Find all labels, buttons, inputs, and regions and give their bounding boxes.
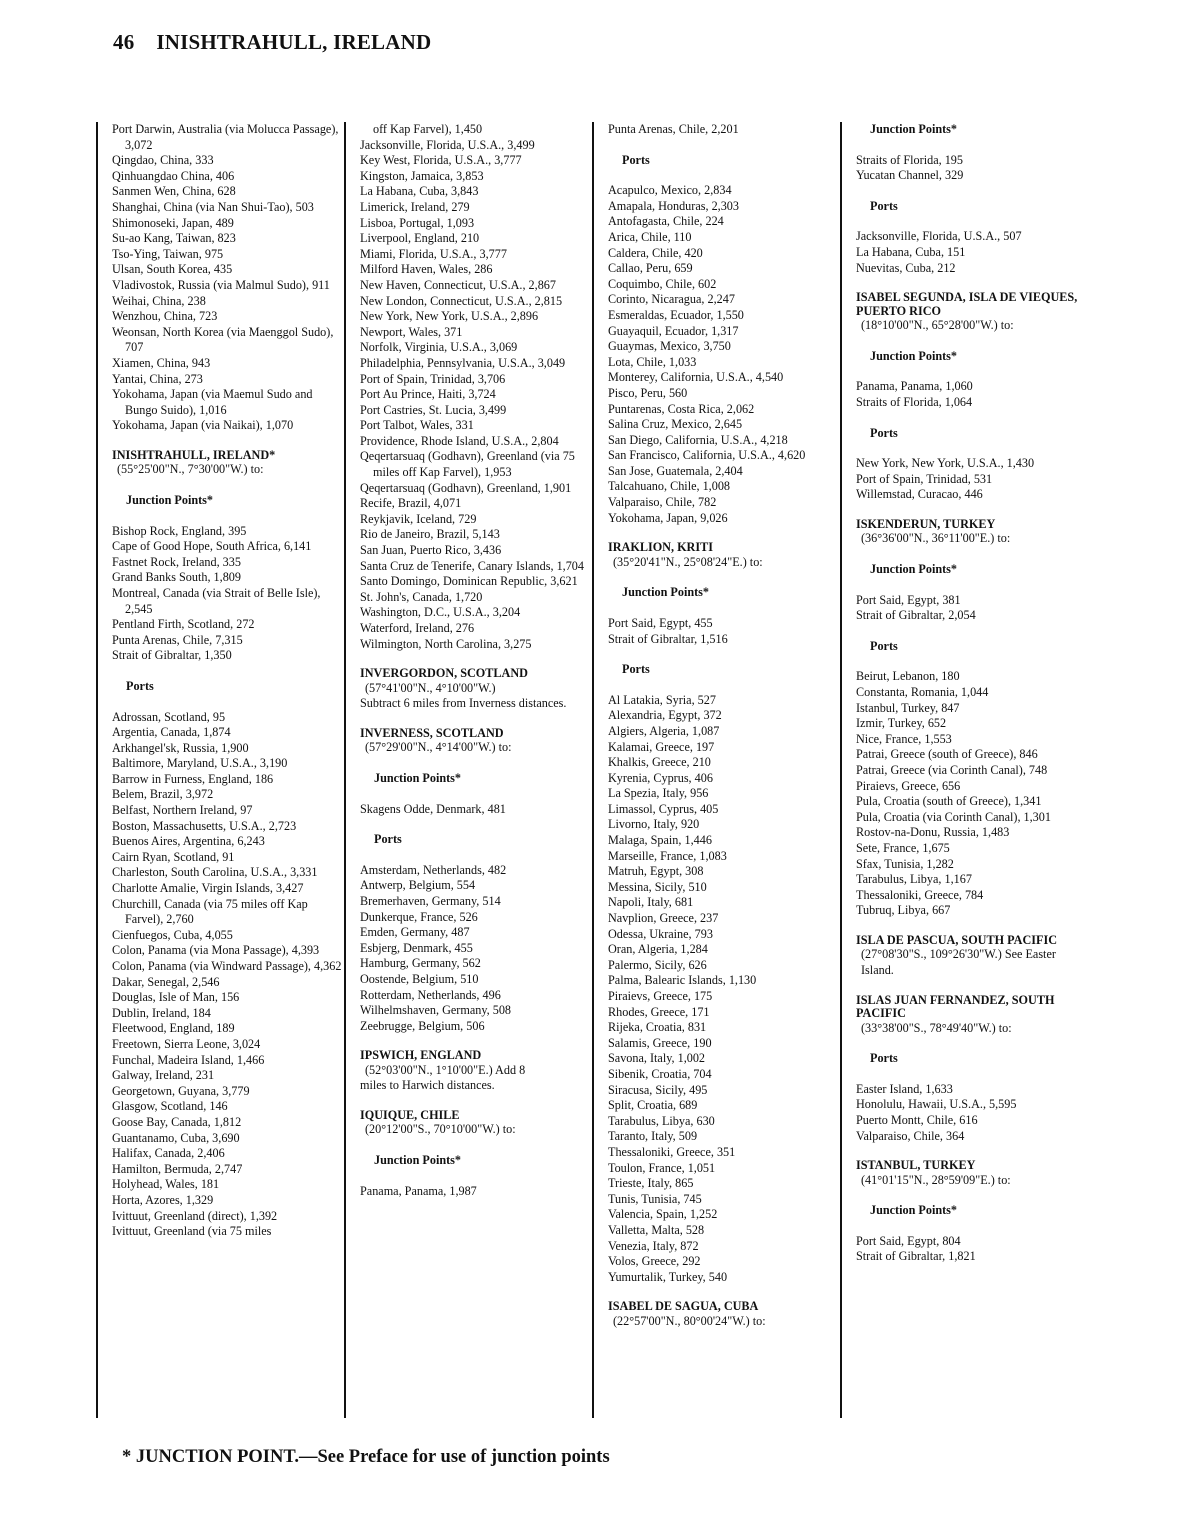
- distance-entry: Port Said, Egypt, 804: [856, 1233, 961, 1248]
- location-heading: IRAKLION, KRITI: [608, 540, 713, 555]
- distance-entry: Barrow in Furness, England, 186: [112, 771, 274, 786]
- location-coordinates: (52°03'00"N., 1°10'00"E.) Add 8: [365, 1062, 526, 1077]
- distance-entry: off Kap Farvel), 1,450: [373, 122, 483, 136]
- distance-entry: Rio de Janeiro, Brazil, 5,143: [360, 527, 500, 542]
- section-subheading: Junction Points*: [870, 122, 958, 136]
- distance-entry: Kalamai, Greece, 197: [608, 739, 715, 754]
- distance-entry: Key West, Florida, U.S.A., 3,777: [360, 153, 522, 168]
- distance-entry: Algiers, Algeria, 1,087: [608, 723, 720, 738]
- distance-entry: Grand Banks South, 1,809: [112, 570, 241, 585]
- distance-entry: Waterford, Ireland, 276: [360, 621, 475, 635]
- distance-entry: Weonsan, North Korea (via Maenggol Sudo), 707: [112, 324, 334, 355]
- distance-entry: La Habana, Cuba, 3,843: [360, 184, 479, 199]
- distance-entry: Baltimore, Maryland, U.S.A., 3,190: [112, 756, 288, 771]
- location-heading: ISKENDERUN, TURKEY: [856, 516, 996, 531]
- distance-entry: Messina, Sicily, 510: [608, 879, 707, 894]
- distance-entry: Palermo, Sicily, 626: [608, 957, 707, 972]
- distance-entry: Charleston, South Carolina, U.S.A., 3,331: [112, 865, 318, 880]
- location-heading: ISTANBUL, TURKEY: [856, 1158, 976, 1173]
- distance-entry: Guaymas, Mexico, 3,750: [608, 339, 731, 354]
- distance-entry: Oran, Algeria, 1,284: [608, 942, 708, 957]
- distance-entry: Istanbul, Turkey, 847: [856, 700, 960, 715]
- distance-entry: Su-ao Kang, Taiwan, 823: [112, 231, 236, 246]
- location-coordinates: (35°20'41"N., 25°08'24"E.) to:: [613, 554, 763, 569]
- distance-entry: Belfast, Northern Ireland, 97: [112, 803, 253, 818]
- distance-entry: Guayaquil, Ecuador, 1,317: [608, 323, 739, 338]
- distance-entry: Lota, Chile, 1,033: [608, 354, 697, 369]
- section-subheading: Ports: [870, 638, 898, 653]
- distance-entry: Thessaloniki, Greece, 784: [856, 887, 984, 902]
- distance-entry: Fleetwood, England, 189: [112, 1021, 235, 1036]
- distance-entry: Bishop Rock, England, 395: [112, 523, 247, 538]
- distance-entry: Antwerp, Belgium, 554: [360, 878, 476, 893]
- distance-entry: Palma, Balearic Islands, 1,130: [608, 973, 757, 988]
- distance-entry: Cienfuegos, Cuba, 4,055: [112, 927, 233, 942]
- distance-entry: Charlotte Amalie, Virgin Islands, 3,427: [112, 881, 304, 896]
- section-subheading: Junction Points*: [374, 1153, 462, 1168]
- distance-entry: New York, New York, U.S.A., 2,896: [360, 309, 539, 324]
- column-4: [840, 122, 1086, 1418]
- distance-entry: Matruh, Egypt, 308: [608, 864, 704, 879]
- distance-entry: Trieste, Italy, 865: [608, 1176, 694, 1191]
- distance-entry: Ivittuut, Greenland (direct), 1,392: [112, 1208, 278, 1223]
- distance-entry: Valparaiso, Chile, 782: [608, 495, 717, 510]
- distance-entry: Port Castries, St. Lucia, 3,499: [360, 402, 507, 417]
- location-coordinates: (57°41'00"N., 4°10'00"W.): [365, 680, 496, 695]
- column-3: [592, 122, 838, 1418]
- distance-entry: Amsterdam, Netherlands, 482: [360, 862, 507, 877]
- distance-entry: Miami, Florida, U.S.A., 3,777: [360, 246, 507, 261]
- distance-entry: Alexandria, Egypt, 372: [608, 708, 722, 723]
- distance-entry: Puerto Montt, Chile, 616: [856, 1112, 978, 1127]
- distance-entry: Weihai, China, 238: [112, 293, 206, 308]
- distance-entry: Tubruq, Libya, 667: [856, 903, 951, 918]
- distance-entry: Lisboa, Portugal, 1,093: [360, 215, 475, 230]
- location-coordinates: (20°12'00"S., 70°10'00"W.) to:: [365, 1122, 516, 1137]
- distance-entry: Philadelphia, Pennsylvania, U.S.A., 3,049: [360, 355, 566, 370]
- location-heading: ISLAS JUAN FERNANDEZ, SOUTH PACIFIC: [856, 992, 1055, 1021]
- distance-entry: Pula, Croatia (via Corinth Canal), 1,301: [856, 809, 1051, 824]
- distance-entry: Sanmen Wen, China, 628: [112, 184, 236, 199]
- distance-entry: Vladivostok, Russia (via Malmul Sudo), 911: [112, 277, 330, 292]
- distance-entry: Holyhead, Wales, 181: [112, 1177, 220, 1192]
- distance-entry: Port Said, Egypt, 455: [608, 615, 713, 630]
- distance-entry: Sfax, Tunisia, 1,282: [856, 856, 954, 871]
- distance-entry: Santo Domingo, Dominican Republic, 3,621: [360, 574, 578, 589]
- distance-entry: Argentia, Canada, 1,874: [112, 725, 231, 740]
- distance-entry: Wenzhou, China, 723: [112, 309, 218, 324]
- distance-entry: Toulon, France, 1,051: [608, 1160, 716, 1175]
- distance-entry: Ivittuut, Greenland (via 75 miles: [112, 1224, 272, 1239]
- distance-entry: Arica, Chile, 110: [608, 229, 692, 244]
- distance-entry: Funchal, Madeira Island, 1,466: [112, 1052, 265, 1067]
- distance-entry: Buenos Aires, Argentina, 6,243: [112, 834, 265, 849]
- location-coordinates: (22°57'00"N., 80°00'24"W.) to:: [613, 1313, 766, 1328]
- location-coordinates: (57°29'00"N., 4°14'00"W.) to:: [365, 740, 512, 755]
- section-subheading: Junction Points*: [870, 348, 958, 363]
- section-subheading: Junction Points*: [622, 585, 710, 600]
- location-coordinates: (33°38'00"S., 78°49'40"W.) to:: [861, 1020, 1012, 1035]
- distance-entry: Adrossan, Scotland, 95: [112, 709, 226, 724]
- distance-entry: Tso-Ying, Taiwan, 975: [112, 246, 224, 261]
- distance-entry: San Francisco, California, U.S.A., 4,620: [608, 448, 806, 463]
- distance-entry: Patrai, Greece (south of Greece), 846: [856, 747, 1038, 762]
- distance-entry: Port Said, Egypt, 381: [856, 592, 961, 607]
- distance-entry: Taranto, Italy, 509: [608, 1129, 698, 1144]
- location-heading: INVERNESS, SCOTLAND: [360, 725, 504, 740]
- distance-entry: Napoli, Italy, 681: [608, 895, 694, 910]
- distance-entry: Valencia, Spain, 1,252: [608, 1207, 718, 1222]
- distance-entry: Coquimbo, Chile, 602: [608, 276, 717, 291]
- distance-entry: Limerick, Ireland, 279: [360, 199, 470, 214]
- location-heading: ISABEL SEGUNDA, ISLA DE VIEQUES, PUERTO RICO: [856, 290, 1078, 318]
- distance-entry: Glasgow, Scotland, 146: [112, 1099, 228, 1114]
- distance-entry: New Haven, Connecticut, U.S.A., 2,867: [360, 277, 556, 292]
- distance-entry: Sete, France, 1,675: [856, 840, 950, 855]
- distance-entry: Honolulu, Hawaii, U.S.A., 5,595: [856, 1097, 1017, 1112]
- distance-entry: Port of Spain, Trinidad, 531: [856, 471, 993, 486]
- distance-entry: Strait of Gibraltar, 1,516: [608, 631, 728, 646]
- section-subheading: Ports: [870, 1051, 898, 1066]
- distance-entry: Belem, Brazil, 3,972: [112, 787, 214, 802]
- location-note: Subtract 6 miles from Inverness distances.: [360, 696, 567, 711]
- distance-entry: Antofagasta, Chile, 224: [608, 214, 724, 229]
- distance-entry: Recife, Brazil, 4,071: [360, 496, 462, 511]
- distance-entry: Punta Arenas, Chile, 2,201: [608, 122, 739, 136]
- distance-entry: La Habana, Cuba, 151: [856, 244, 966, 259]
- distance-entry: Guantanamo, Cuba, 3,690: [112, 1130, 240, 1145]
- distance-entry: Zeebrugge, Belgium, 506: [360, 1018, 485, 1033]
- distance-entry: Yucatan Channel, 329: [856, 168, 964, 183]
- distance-entry: Tarabulus, Libya, 630: [608, 1113, 715, 1128]
- distance-entry: Monterey, California, U.S.A., 4,540: [608, 370, 784, 385]
- distance-entry: Horta, Azores, 1,329: [112, 1192, 214, 1207]
- distance-entry: Churchill, Canada (via 75 miles off Kap Farvel), 2,760: [112, 896, 308, 927]
- distance-entry: San Diego, California, U.S.A., 4,218: [608, 432, 788, 447]
- distance-entry: Qinhuangdao China, 406: [112, 168, 235, 183]
- distance-entry: Port Darwin, Australia (via Molucca Passage), 3,072: [112, 122, 339, 152]
- distance-entry: Colon, Panama (via Windward Passage), 4,362: [112, 959, 342, 973]
- distance-entry: Fastnet Rock, Ireland, 335: [112, 554, 241, 569]
- distance-entry: Valletta, Malta, 528: [608, 1222, 705, 1237]
- distance-entry: Rijeka, Croatia, 831: [608, 1020, 707, 1035]
- page-header: [113, 30, 431, 55]
- distance-entry: Yokohama, Japan (via Naikai), 1,070: [112, 418, 294, 433]
- distance-entry: Cairn Ryan, Scotland, 91: [112, 849, 235, 864]
- distance-entry: Tarabulus, Libya, 1,167: [856, 872, 972, 887]
- location-heading: IPSWICH, ENGLAND: [360, 1048, 482, 1063]
- footnote: * JUNCTION POINT.—See Preface for use of junction points: [122, 1447, 610, 1467]
- distance-entry: Odessa, Ukraine, 793: [608, 926, 713, 941]
- distance-entry: Beirut, Lebanon, 180: [856, 669, 960, 684]
- distance-entry: Rotterdam, Netherlands, 496: [360, 987, 501, 1002]
- distance-entry: Kingston, Jamaica, 3,853: [360, 168, 484, 183]
- distance-entry: Dunkerque, France, 526: [360, 909, 478, 924]
- distance-entry: La Spezia, Italy, 956: [608, 786, 709, 801]
- distance-entry: Wilhelmshaven, Germany, 508: [360, 1003, 512, 1018]
- location-coordinates: (36°36'00"N., 36°11'00"E.) to:: [861, 531, 1011, 546]
- distance-entry: Montreal, Canada (via Strait of Belle Isle), 2,545: [112, 585, 321, 616]
- distance-entry: Piraievs, Greece, 656: [856, 778, 961, 793]
- location-coordinates: (27°08'30"S., 109°26'30"W.) See Easter Island.: [861, 947, 1056, 977]
- page-number: 46: [113, 30, 135, 54]
- distance-entry: Liverpool, England, 210: [360, 231, 480, 246]
- location-heading: INISHTRAHULL, IRELAND*: [112, 447, 276, 462]
- section-subheading: Junction Points*: [870, 562, 958, 576]
- section-subheading: Junction Points*: [870, 1203, 958, 1218]
- distance-entry: New London, Connecticut, U.S.A., 2,815: [360, 293, 563, 308]
- distance-entry: Bremerhaven, Germany, 514: [360, 893, 501, 908]
- column-1: [96, 122, 342, 1418]
- distance-entry: Malaga, Spain, 1,446: [608, 833, 712, 848]
- distance-entry: Hamburg, Germany, 562: [360, 956, 481, 971]
- distance-entry: Esbjerg, Denmark, 455: [360, 940, 473, 955]
- distance-entry: Pisco, Peru, 560: [608, 385, 688, 400]
- distance-entry: Washington, D.C., U.S.A., 3,204: [360, 605, 521, 620]
- distance-entry: Livorno, Italy, 920: [608, 817, 700, 832]
- distance-entry: Yumurtalik, Turkey, 540: [608, 1269, 728, 1284]
- distance-entry: Providence, Rhode Island, U.S.A., 2,804: [360, 433, 559, 448]
- distance-entry: Izmir, Turkey, 652: [856, 716, 947, 731]
- distance-entry: Colon, Panama (via Mona Passage), 4,393: [112, 943, 320, 958]
- distance-entry: Shimonoseki, Japan, 489: [112, 215, 234, 230]
- section-subheading: Ports: [870, 198, 898, 213]
- distance-entry: Emden, Germany, 487: [360, 925, 470, 940]
- distance-entry: Cape of Good Hope, South Africa, 6,141: [112, 539, 312, 554]
- distance-entry: Constanta, Romania, 1,044: [856, 684, 989, 699]
- distance-entry: Amapala, Honduras, 2,303: [608, 198, 739, 213]
- distance-entry: Halifax, Canada, 2,406: [112, 1146, 225, 1161]
- location-coordinates: (18°10'00"N., 65°28'00"W.) to:: [861, 318, 1014, 333]
- distance-entry: Hamilton, Bermuda, 2,747: [112, 1161, 243, 1176]
- column-2: [344, 122, 590, 1418]
- distance-entry: Dakar, Senegal, 2,546: [112, 974, 220, 989]
- distance-entry: Willemstad, Curacao, 446: [856, 487, 983, 502]
- distance-entry: Puntarenas, Costa Rica, 2,062: [608, 401, 755, 416]
- distance-entry: Shanghai, China (via Nan Shui-Tao), 503: [112, 199, 314, 214]
- distance-entry: Yantai, China, 273: [112, 371, 203, 386]
- distance-entry: San Juan, Puerto Rico, 3,436: [360, 543, 502, 558]
- distance-entry: Strait of Gibraltar, 1,821: [856, 1249, 976, 1264]
- distance-entry: Milford Haven, Wales, 286: [360, 262, 493, 277]
- distance-entry: Port Talbot, Wales, 331: [360, 418, 474, 433]
- distance-entry: Qingdao, China, 333: [112, 153, 214, 168]
- distance-entry: Panama, Panama, 1,987: [360, 1183, 477, 1198]
- distance-entry: Reykjavik, Iceland, 729: [360, 511, 477, 526]
- distance-entry: Piraievs, Greece, 175: [608, 989, 713, 1003]
- section-subheading: Junction Points*: [126, 492, 214, 507]
- distance-entry: Tunis, Tunisia, 745: [608, 1191, 702, 1206]
- distance-entry: Rhodes, Greece, 171: [608, 1004, 710, 1019]
- distance-entry: St. John's, Canada, 1,720: [360, 589, 483, 604]
- distance-entry: Dublin, Ireland, 184: [112, 1005, 211, 1020]
- location-heading: ISLA DE PASCUA, SOUTH PACIFIC: [856, 932, 1058, 947]
- distance-entry: Newport, Wales, 371: [360, 324, 463, 339]
- distance-entry: Sibenik, Croatia, 704: [608, 1066, 712, 1081]
- distance-entry: Strait of Gibraltar, 1,350: [112, 648, 232, 663]
- distance-entry: Esmeraldas, Ecuador, 1,550: [608, 307, 744, 322]
- location-coordinates: (55°25'00"N., 7°30'00"W.) to:: [117, 462, 264, 477]
- distance-entry: Goose Bay, Canada, 1,812: [112, 1114, 242, 1129]
- location-note: miles to Harwich distances.: [360, 1078, 495, 1093]
- distance-entry: Salamis, Greece, 190: [608, 1035, 712, 1050]
- distance-entry: Douglas, Isle of Man, 156: [112, 990, 240, 1005]
- location-heading: ISABEL DE SAGUA, CUBA: [608, 1299, 759, 1314]
- distance-entry: Corinto, Nicaragua, 2,247: [608, 292, 735, 307]
- distance-entry: Split, Croatia, 689: [608, 1098, 698, 1113]
- distance-entry: Callao, Peru, 659: [608, 261, 693, 276]
- distance-entry: Qeqertarsuaq (Godhavn), Greenland, 1,901: [360, 480, 572, 495]
- distance-entry: Norfolk, Virginia, U.S.A., 3,069: [360, 340, 518, 355]
- distance-entry: Arkhangel'sk, Russia, 1,900: [112, 740, 249, 755]
- distance-entry: Oostende, Belgium, 510: [360, 971, 479, 986]
- distance-entry: Volos, Greece, 292: [608, 1254, 701, 1269]
- distance-entry: Port of Spain, Trinidad, 3,706: [360, 371, 506, 386]
- distance-entry: Galway, Ireland, 231: [112, 1068, 215, 1083]
- distance-entry: New York, New York, U.S.A., 1,430: [856, 456, 1035, 471]
- distance-entry: Ulsan, South Korea, 435: [112, 262, 233, 277]
- distance-entry: Georgetown, Guyana, 3,779: [112, 1083, 250, 1098]
- distance-entry: Wilmington, North Carolina, 3,275: [360, 636, 532, 651]
- distance-entry: Punta Arenas, Chile, 7,315: [112, 632, 243, 647]
- section-subheading: Ports: [374, 832, 402, 847]
- distance-entry: Yokohama, Japan (via Maemul Sudo and Bungo Suido), 1,016: [112, 387, 313, 417]
- distance-entry: Caldera, Chile, 420: [608, 245, 703, 260]
- distance-entry: Valparaiso, Chile, 364: [856, 1128, 965, 1143]
- distance-entry: Pentland Firth, Scotland, 272: [112, 617, 255, 632]
- distance-entry: Al Latakia, Syria, 527: [608, 692, 716, 707]
- distance-entry: Salina Cruz, Mexico, 2,645: [608, 417, 743, 432]
- location-heading: INVERGORDON, SCOTLAND: [360, 666, 528, 681]
- section-subheading: Junction Points*: [374, 770, 462, 785]
- distance-entry: Savona, Italy, 1,002: [608, 1051, 706, 1066]
- distance-entry: Freetown, Sierra Leone, 3,024: [112, 1036, 261, 1051]
- section-subheading: Ports: [622, 152, 650, 167]
- distance-entry: Limassol, Cyprus, 405: [608, 801, 719, 816]
- distance-entry: Yokohama, Japan, 9,026: [608, 510, 728, 525]
- section-subheading: Ports: [126, 678, 154, 693]
- distance-entry: Talcahuano, Chile, 1,008: [608, 479, 731, 494]
- distance-entry: Patrai, Greece (via Corinth Canal), 748: [856, 762, 1048, 777]
- section-subheading: Ports: [870, 425, 898, 440]
- distance-entry: Rostov-na-Donu, Russia, 1,483: [856, 825, 1010, 840]
- distance-entry: Straits of Florida, 1,064: [856, 394, 973, 409]
- location-coordinates: (41°01'15"N., 28°59'09"E.) to:: [861, 1172, 1011, 1187]
- distance-entry: Port Au Prince, Haiti, 3,724: [360, 387, 496, 402]
- distance-entry: San Jose, Guatemala, 2,404: [608, 463, 743, 478]
- distance-entry: Nuevitas, Cuba, 212: [856, 260, 956, 275]
- distance-entry: Kyrenia, Cyprus, 406: [608, 770, 713, 785]
- distance-entry: Qeqertarsuaq (Godhavn), Greenland (via 75 miles off Kap Farvel), 1,953: [360, 449, 575, 480]
- distance-entry: Venezia, Italy, 872: [608, 1238, 699, 1253]
- distance-entry: Navplion, Greece, 237: [608, 911, 719, 926]
- distance-entry: Marseille, France, 1,083: [608, 848, 727, 863]
- distance-entry: Santa Cruz de Tenerife, Canary Islands, 1,704: [360, 558, 584, 573]
- distance-entry: Thessaloniki, Greece, 351: [608, 1144, 736, 1159]
- page-title: INISHTRAHULL, IRELAND: [156, 30, 432, 54]
- distance-entry: Boston, Massachusetts, U.S.A., 2,723: [112, 818, 297, 833]
- distance-entry: Khalkis, Greece, 210: [608, 755, 711, 770]
- section-subheading: Ports: [622, 662, 650, 677]
- distance-entry: Straits of Florida, 195: [856, 152, 963, 167]
- distance-entry: Easter Island, 1,633: [856, 1081, 953, 1096]
- distance-entry: Nice, France, 1,553: [856, 731, 952, 746]
- distance-entry: Pula, Croatia (south of Greece), 1,341: [856, 794, 1042, 809]
- location-heading: IQUIQUE, CHILE: [360, 1107, 460, 1122]
- distance-entry: Panama, Panama, 1,060: [856, 379, 973, 394]
- distance-entry: Strait of Gibraltar, 2,054: [856, 608, 976, 623]
- distance-entry: Jacksonville, Florida, U.S.A., 507: [856, 229, 1022, 244]
- distance-entry: Xiamen, China, 943: [112, 355, 211, 370]
- distance-entry: Jacksonville, Florida, U.S.A., 3,499: [360, 137, 535, 152]
- distance-entry: Siracusa, Sicily, 495: [608, 1082, 708, 1097]
- distance-entry: Skagens Odde, Denmark, 481: [360, 801, 506, 816]
- distance-entry: Acapulco, Mexico, 2,834: [608, 183, 732, 198]
